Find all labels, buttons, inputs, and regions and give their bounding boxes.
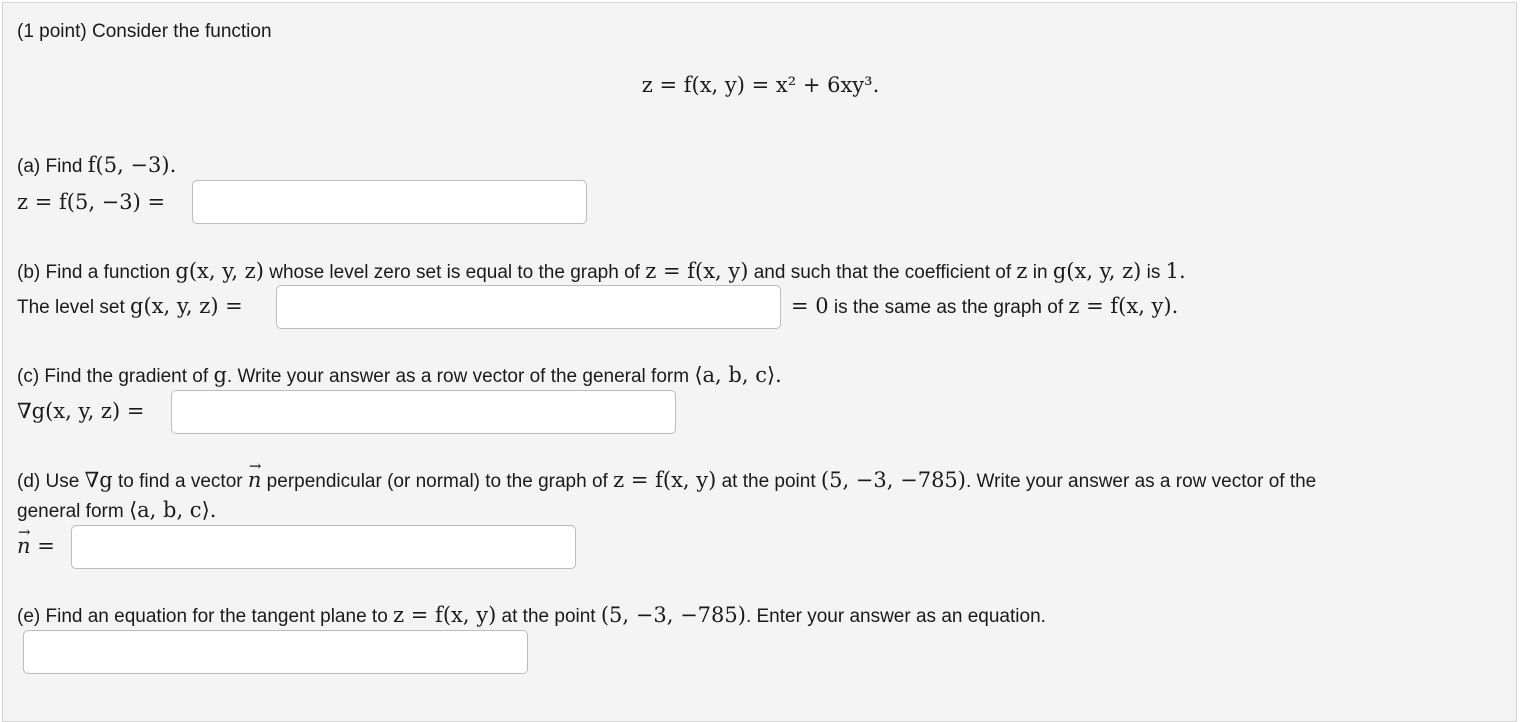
part-e-prompt [17,603,1046,629]
part-b-math-1: g(x, y, z) [175,259,264,283]
part-d-answer-label [17,534,55,560]
part-d-text-5: . Write your answer as a row vector of the [966,471,1317,492]
part-d-answer-input[interactable] [71,525,576,569]
part-c-text-2: . Write your answer as a row vector of the general form [226,366,695,387]
part-b-answer-input[interactable] [276,285,781,329]
part-c-answer-input[interactable] [171,390,676,434]
part-d-text-6: general form [17,501,129,522]
part-d-text-1: (d) Use [17,471,85,492]
part-d-prompt [17,468,1316,494]
part-b-prompt [17,259,1186,285]
part-e-text-1: (e) Find an equation for the tangent plane to [17,606,394,627]
part-d-text-3: perpendicular (or normal) to the graph of [261,471,614,492]
part-b-math-5: 1. [1165,259,1186,283]
part-b-level-math: g(x, y, z) = [130,294,243,318]
part-b-after-text: is the same as the graph of [828,297,1069,318]
part-a-answer-label: z = f(5, −3) = [17,190,166,214]
part-d-math-4: (5, −3, −785) [820,468,966,492]
part-b-math-4: g(x, y, z) [1052,259,1142,283]
function-display: z = f(x, y) = x² + 6xy³. [641,73,880,97]
part-e-math-2: (5, −3, −785) [600,603,746,627]
part-b-text-3: and such that the coefficient of [748,262,1017,283]
part-c-text-1: (c) Find the gradient of [17,366,214,387]
part-a-prompt [17,153,176,179]
part-d-text-4: at the point [716,471,821,492]
normal-vector-symbol: → n [248,468,262,492]
part-c-math-2: ⟨a, b, c⟩. [694,363,782,387]
part-d-text-2: to find a vector [112,471,248,492]
part-a-math: f(5, −3). [87,153,177,177]
part-d-math-1: ∇g [84,468,113,492]
part-b-math-3: z [1016,259,1028,283]
problem-header: (1 point) Consider the function [17,21,272,42]
part-b-text-1: (b) Find a function [17,262,176,283]
part-b-text-5: is [1141,262,1166,283]
part-b-after [791,294,1178,320]
part-d-math-3: z = f(x, y) [613,468,717,492]
normal-vector-label: → n [17,534,31,558]
problem-panel [2,2,1517,722]
part-c-prompt [17,363,782,389]
part-e-math-1: z = f(x, y) [393,603,497,627]
part-b-text-4: in [1027,262,1053,283]
part-b-answer-label [17,294,243,320]
part-b-math-2: z = f(x, y) [645,259,749,283]
part-e-text-2: at the point [496,606,601,627]
part-e-answer-input[interactable] [23,630,528,674]
part-b-after-math: = 0 [791,294,829,318]
part-a-text: (a) Find [17,156,88,177]
part-b-text-2: whose level zero set is equal to the graph of [263,262,646,283]
part-c-answer-label: ∇g(x, y, z) = [17,399,145,423]
part-d-prompt-line-2 [17,498,216,524]
part-d-math-5: ⟨a, b, c⟩. [128,498,217,522]
part-a-answer-input[interactable] [192,180,587,224]
part-c-math-1: g [213,363,227,387]
part-d-equals: = [30,534,55,558]
part-b-level-text: The level set [17,297,130,318]
part-b-after-math-2: z = f(x, y). [1068,294,1179,318]
part-e-text-3: . Enter your answer as an equation. [745,606,1046,627]
